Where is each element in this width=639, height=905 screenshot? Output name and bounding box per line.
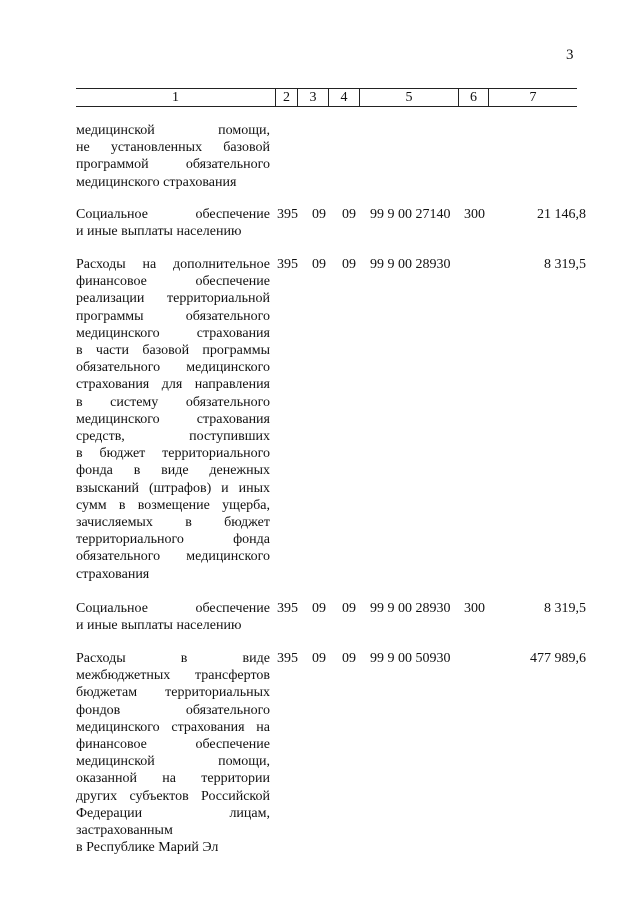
cell-vedomstvo: 395 <box>277 207 298 222</box>
header-col-3: 3 <box>297 89 328 106</box>
cell-podrazdel: 09 <box>342 207 356 222</box>
cell-amount: 477 989,6 <box>530 651 586 666</box>
cell-podrazdel: 09 <box>342 601 356 616</box>
row-description <box>76 650 270 856</box>
description-line: в части базовой программы <box>76 343 270 359</box>
description-line: не установленных базовой <box>76 140 270 156</box>
row-description <box>76 206 270 240</box>
header-col-1: 1 <box>172 90 179 105</box>
cell-target-article: 99 9 00 28930 <box>370 601 451 616</box>
description-line: застрахованным <box>76 823 173 839</box>
description-line: фонда в виде денежных <box>76 463 270 479</box>
cell-podrazdel: 09 <box>342 651 356 666</box>
header-col-2: 2 <box>275 89 297 106</box>
description-line: и иные выплаты населению <box>76 618 242 634</box>
row-description <box>76 256 270 583</box>
header-col-6: 6 <box>458 89 488 106</box>
description-line: Расходы на дополнительное <box>76 257 270 272</box>
description-line: Социальное обеспечение <box>76 207 270 222</box>
description-line: медицинского страхования <box>76 174 237 190</box>
header-col-7: 7 <box>488 89 577 106</box>
cell-expense-type: 300 <box>464 207 485 222</box>
description-line: Социальное обеспечение <box>76 601 270 616</box>
description-line: медицинской помощи, <box>76 123 270 138</box>
cell-target-article: 99 9 00 27140 <box>370 207 451 222</box>
description-line: территориального фонда <box>76 532 270 548</box>
row-description <box>76 122 270 191</box>
description-line: в бюджет территориального <box>76 446 270 462</box>
cell-razdel: 09 <box>312 601 326 616</box>
description-line: бюджетам территориальных <box>76 685 270 701</box>
cell-razdel: 09 <box>312 257 326 272</box>
description-line: фондов обязательного <box>76 702 270 718</box>
description-line: программы обязательного <box>76 308 270 324</box>
description-line: взысканий (штрафов) и иных <box>76 480 270 496</box>
cell-expense-type: 300 <box>464 601 485 616</box>
page-number: 3 <box>566 47 574 63</box>
description-line: реализации территориальной <box>76 291 270 307</box>
row-description <box>76 600 270 634</box>
description-line: обязательного медицинского <box>76 360 270 376</box>
description-line: медицинской помощи, <box>76 754 270 770</box>
description-line: средств, поступивших <box>76 429 270 445</box>
description-line: и иные выплаты населению <box>76 224 242 240</box>
description-line: в систему обязательного <box>76 394 270 410</box>
description-line: Федерации лицам, <box>76 805 270 821</box>
description-line: страхования <box>76 566 150 582</box>
cell-amount: 8 319,5 <box>544 257 586 272</box>
cell-podrazdel: 09 <box>342 257 356 272</box>
cell-target-article: 99 9 00 28930 <box>370 257 451 272</box>
cell-target-article: 99 9 00 50930 <box>370 651 451 666</box>
header-col-4: 4 <box>328 89 359 106</box>
cell-amount: 21 146,8 <box>537 207 586 222</box>
description-line: межбюджетных трансфертов <box>76 668 270 684</box>
cell-razdel: 09 <box>312 207 326 222</box>
description-line: программой обязательного <box>76 157 270 173</box>
table-header <box>76 88 577 107</box>
cell-amount: 8 319,5 <box>544 601 586 616</box>
description-line: обязательного медицинского <box>76 549 270 565</box>
description-line: медицинского страхования <box>76 325 270 341</box>
description-line: страхования для направления <box>76 377 270 393</box>
cell-vedomstvo: 395 <box>277 651 298 666</box>
description-line: оказанной на территории <box>76 771 270 787</box>
header-col-5: 5 <box>359 89 458 106</box>
description-line: финансовое обеспечение <box>76 274 270 290</box>
cell-vedomstvo: 395 <box>277 257 298 272</box>
description-line: финансовое обеспечение <box>76 737 270 753</box>
description-line: других субъектов Российской <box>76 788 270 804</box>
description-line: зачисляемых в бюджет <box>76 515 270 531</box>
description-line: в Республике Марий Эл <box>76 840 219 856</box>
description-line: медицинского страхования <box>76 411 270 427</box>
description-line: медицинского страхования на <box>76 719 270 735</box>
description-line: Расходы в виде <box>76 651 270 666</box>
cell-razdel: 09 <box>312 651 326 666</box>
cell-vedomstvo: 395 <box>277 601 298 616</box>
description-line: сумм в возмещение ущерба, <box>76 497 270 513</box>
